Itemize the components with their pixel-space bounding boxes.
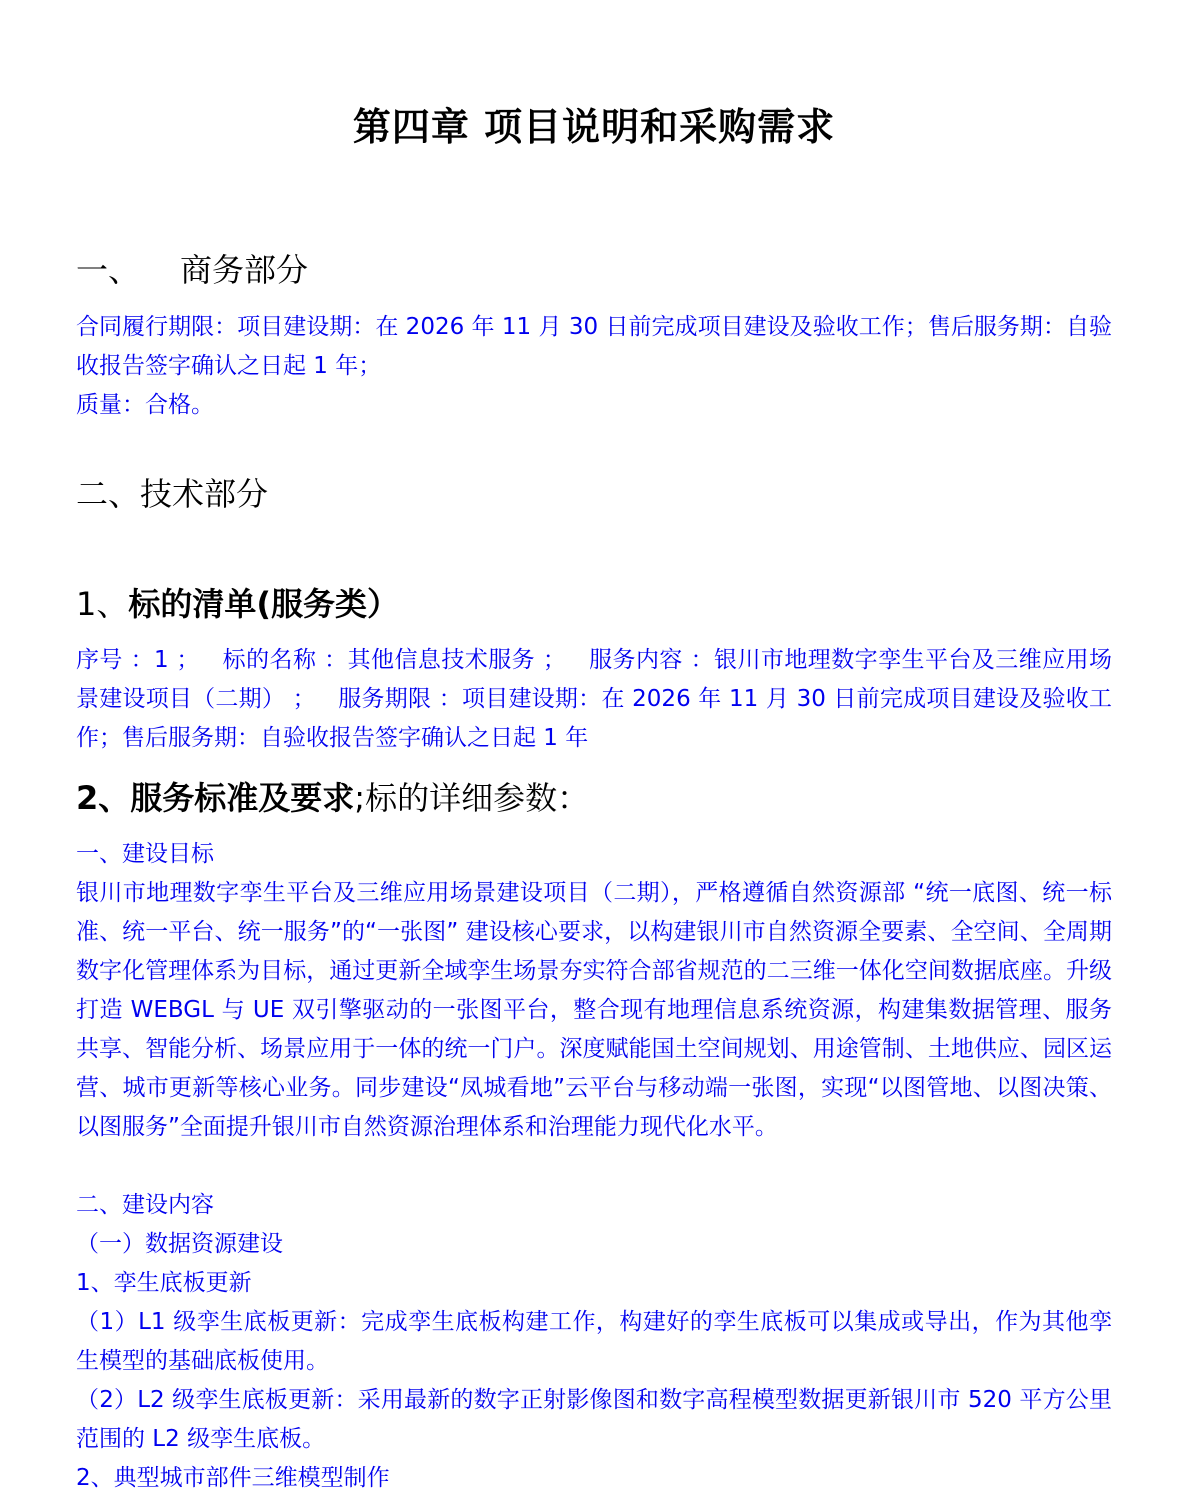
content-heading: 二、建设内容 bbox=[76, 1192, 214, 1218]
quality-text: 质量：合格。 bbox=[76, 392, 214, 418]
section-heading-business bbox=[76, 248, 308, 292]
content-subheading: （一）数据资源建设 bbox=[76, 1231, 283, 1257]
list-heading bbox=[76, 582, 399, 626]
page-title: 第四章 项目说明和采购需求 bbox=[352, 105, 836, 149]
goal-text: 银川市地理数字孪生平台及三维应用场景建设项目（二期），严格遵循自然资源部 “统一底图、统一标准、统一平台、统一服务”的“一张图” 建设核心要求，以构建银川市自然资源全要素、全空间、全周期数字化管理体系为目标，通过更新全域孪生场景夯实符合部省规范的二三维一体化空间数据底座。升级打造 WEBGL 与 UE 双引擎驱动的一张图平台，整合现有地理信息系统资源，构建集数据管理、服务共享、智能分析、场景应用于一体的统一门户。深度赋能国土空间规划、用途管制、土地供应、园区运营、城市更新等核心业务。同步建设“凤城看地”云平台与移动端一张图，实现“以图管地、以图决策、以图服务”全面提升银川市自然资源治理体系和治理能力现代化水平。 bbox=[76, 880, 1112, 1140]
section-number: 一、 bbox=[76, 251, 141, 289]
content-item-1-1: （1）L1 级孪生底板更新：完成孪生底板构建工作，构建好的孪生底板可以集成或导出，作为其他孪生模型的基础底板使用。 bbox=[76, 1309, 1112, 1374]
content-item-2: 2、典型城市部件三维模型制作 bbox=[76, 1465, 390, 1491]
list-item-text: 序号 ：1 ； 标的名称 ：其他信息技术服务 ； 服务内容 ：银川市地理数字孪生平台及三维应用场景建设项目（二期） ； 服务期限 ：项目建设期：在 2026 年 11 月 30 日前完成项目建设及验收工作；售后服务期：自验收报告签字确认之日起 1 年 bbox=[76, 647, 1112, 751]
standards-heading-bold: 2、服务标准及要求 bbox=[76, 779, 355, 817]
list-heading-text: 标的清单(服务类） bbox=[128, 585, 400, 623]
list-heading-number: 1、 bbox=[76, 585, 129, 623]
goal-heading: 一、建设目标 bbox=[76, 841, 214, 867]
standards-heading-rest: ;标的详细参数： bbox=[354, 779, 590, 817]
content-item-1: 1、孪生底板更新 bbox=[76, 1270, 252, 1296]
contract-period-text: 合同履行期限：项目建设期：在 2026 年 11 月 30 日前完成项目建设及验收工作；售后服务期：自验收报告签字确认之日起 1 年； bbox=[76, 314, 1112, 379]
section-heading-technical: 二、技术部分 bbox=[76, 475, 269, 513]
section-title: 商务部分 bbox=[180, 251, 309, 289]
content-item-1-2: （2）L2 级孪生底板更新：采用最新的数字正射影像图和数字高程模型数据更新银川市 520 平方公里范围的 L2 级孪生底板。 bbox=[76, 1387, 1112, 1452]
standards-heading bbox=[76, 776, 589, 820]
